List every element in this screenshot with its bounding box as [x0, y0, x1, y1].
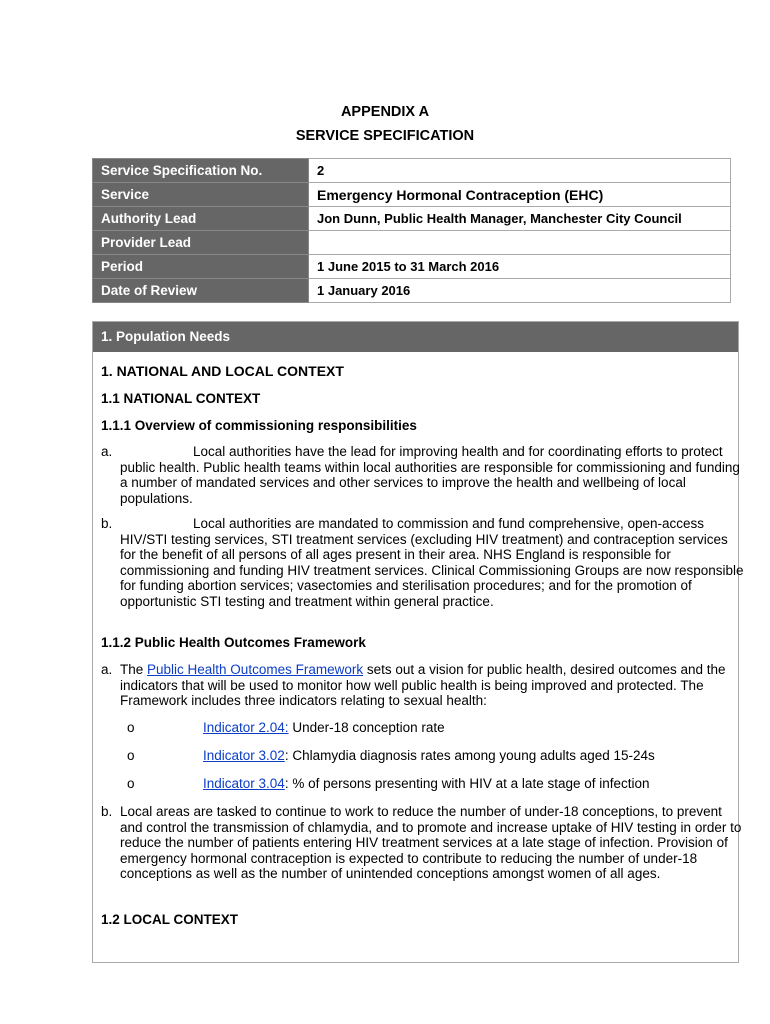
table-row: [93, 279, 731, 303]
row-value: Emergency Hormonal Contraception (EHC): [309, 183, 731, 207]
indicator-item: [127, 776, 650, 792]
table-row: [93, 207, 731, 231]
row-value: 1 June 2015 to 31 March 2016: [309, 255, 731, 279]
row-value: 1 January 2016: [309, 279, 731, 303]
population-needs-section: [92, 321, 744, 963]
paragraph-phof: [101, 662, 745, 709]
table-row: [93, 255, 731, 279]
paragraph-b: [101, 516, 745, 610]
bullet: o: [127, 748, 135, 763]
bullet: o: [127, 776, 135, 791]
indicator-text: Under-18 conception rate: [288, 720, 445, 735]
row-value: 2: [309, 159, 731, 183]
row-label: Date of Review: [93, 279, 309, 303]
heading-local-context: 1.2 LOCAL CONTEXT: [101, 912, 239, 927]
row-value: [309, 231, 731, 255]
heading-national-local: 1. NATIONAL AND LOCAL CONTEXT: [101, 363, 344, 379]
indicator-link[interactable]: Indicator 3.04: [203, 776, 285, 791]
para-label: b.: [101, 804, 113, 819]
row-label: Service: [93, 183, 309, 207]
para-text: Local areas are tasked to continue to work to reduce the number of under-18 conceptions, to prevent and control the transmission of chlamydia, and to promote and increase uptake of HIV testing in order to reduce the number of patients entering HIV treatment services at a late stage of infection. Provision of emergency hormonal contraception is expected to contribute to reducing the number of under-18 conceptions as well as the number of unintended conceptions amongst women of all ages.: [120, 804, 742, 882]
row-label: Period: [93, 255, 309, 279]
table-row: [93, 231, 731, 255]
indicator-item: [127, 720, 445, 736]
indicator-item: [127, 748, 655, 764]
row-label: Provider Lead: [93, 231, 309, 255]
indicator-text: : Chlamydia diagnosis rates among young adults aged 15-24s: [284, 748, 655, 763]
paragraph-a: [101, 444, 745, 506]
row-label: Authority Lead: [93, 207, 309, 231]
paragraph-local-areas: [101, 804, 745, 882]
row-value: Jon Dunn, Public Health Manager, Manchester City Council: [309, 207, 731, 231]
para-label: a.: [101, 444, 113, 459]
table-row: [93, 183, 731, 207]
bullet: o: [127, 720, 135, 735]
para-text: Local authorities are mandated to commission and fund comprehensive, open-access HIV/STI testing services, STI treatment services (excluding HIV treatment) and contraception services for the benefit of all persons of all ages present in their area. NHS England is responsible for commissioning and funding HIV treatment services. Clinical Commissioning Groups are now responsible for funding abortion services; vasectomies and sterilisation procedures; and for the promotion of opportunistic STI testing and treatment within general practice.: [120, 516, 744, 609]
para-text: The: [120, 662, 148, 677]
phof-link[interactable]: Public Health Outcomes Framework: [147, 662, 364, 677]
indicator-link[interactable]: Indicator 2.04:: [203, 720, 289, 735]
section-header: 1. Population Needs: [93, 322, 738, 352]
heading-overview: 1.1.1 Overview of commissioning responsibilities: [101, 418, 417, 433]
spec-title: SERVICE SPECIFICATION: [295, 128, 475, 144]
row-label: Service Specification No.: [93, 159, 309, 183]
spec-table: [92, 158, 731, 303]
appendix-title: APPENDIX A: [340, 104, 430, 120]
table-row: [93, 159, 731, 183]
heading-national: 1.1 NATIONAL CONTEXT: [101, 391, 261, 406]
para-text: sets out a vision for public health, desired outcomes and the indicators that will be used to monitor how well public health is being improved and protected. The Framework includes three indicators relating to sexual health:: [120, 662, 726, 709]
indicator-link[interactable]: Indicator 3.02: [203, 748, 285, 763]
heading-phof: 1.1.2 Public Health Outcomes Framework: [101, 635, 366, 650]
indicator-text: : % of persons presenting with HIV at a late stage of infection: [284, 776, 650, 791]
para-text: Local authorities have the lead for improving health and for coordinating efforts to protect public health. Public health teams within local authorities are responsible for commissioning and funding a number of mandated services and other services to improve the health and wellbeing of local populations.: [120, 444, 740, 506]
para-label: b.: [101, 516, 113, 531]
para-label: a.: [101, 662, 113, 677]
